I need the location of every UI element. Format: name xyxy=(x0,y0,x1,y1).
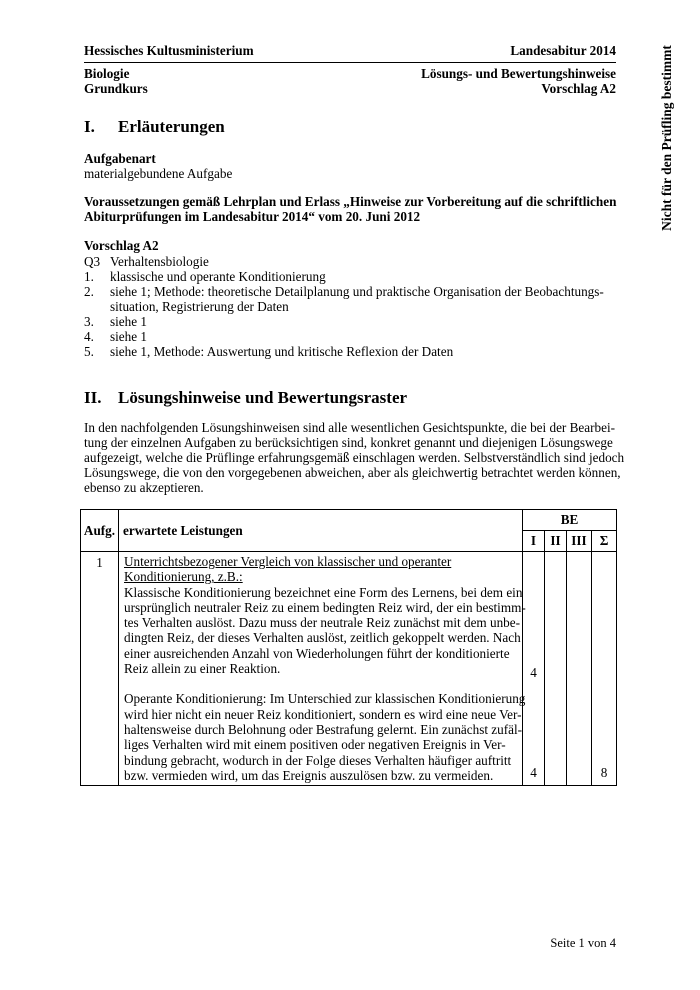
intro-line: Lösungswege, die von den vorgegebenen abweichen, aber als gleichwertig betrachtet werden können, xyxy=(84,465,621,480)
list-item-text: siehe 1 xyxy=(110,329,147,344)
intro-line: ebenso zu akzeptieren. xyxy=(84,480,204,495)
paragraph-spacer xyxy=(124,676,518,691)
be-level-i-cell xyxy=(523,552,545,786)
col-header-level-ii: II xyxy=(545,531,567,552)
proposal-label: Vorschlag A2 xyxy=(84,238,159,253)
expected-heading-line: Unterrichtsbezogener Vergleich von klassischer und operanter xyxy=(124,554,452,569)
header-doc-type: Lösungs- und Bewertungshinweise xyxy=(421,66,616,81)
list-item xyxy=(84,344,624,359)
col-header-expected: erwartete Leistungen xyxy=(119,510,523,552)
expected-line: bindung gebracht, wodurch in der Folge dieses Verhalten häufiger auftritt xyxy=(124,752,512,768)
list-item xyxy=(84,314,624,329)
list-item-text: siehe 1 xyxy=(110,314,147,329)
be-level-ii-cell xyxy=(545,552,567,786)
be-sum-value: 8 xyxy=(600,765,608,780)
expected-line: haltensweise durch Belohnung oder Bestrafung gelernt. Ein zunächst zufäl- xyxy=(124,721,523,737)
expected-line: tes Verhalten auslöst. Dazu muss der neutrale Reiz zunächst mit dem unbe- xyxy=(124,615,520,631)
section2-title: Lösungshinweise und Bewertungsraster xyxy=(118,388,408,407)
list-item-text: situation, Registrierung der Daten xyxy=(110,299,289,314)
prerequisites-line: Abiturprüfungen im Landesabitur 2014“ vom 20. Juni 2012 xyxy=(84,209,421,224)
list-item-text: klassische und operante Konditionierung xyxy=(110,269,326,284)
header-ministry: Hessisches Kultusministerium xyxy=(84,43,254,58)
col-header-level-i: I xyxy=(523,531,545,552)
intro-line: tung der einzelnen Aufgaben zu berücksichtigen sind, konkret genannt und diejenigen Lösungswege xyxy=(84,435,613,450)
list-item xyxy=(84,254,624,269)
expected-line: liges Verhalten wird mit einem positiven oder negativen Ereignis in Ver- xyxy=(124,737,506,753)
be-level-i-value: 4 xyxy=(530,765,537,780)
be-sum-cell xyxy=(592,552,617,786)
prerequisites-line: Voraussetzungen gemäß Lehrplan und Erlass „Hinweise zur Vorbereitung auf die schriftlichen xyxy=(84,194,617,209)
list-item xyxy=(84,329,624,344)
col-header-sum: Σ xyxy=(592,531,617,552)
row-expected-content xyxy=(119,552,526,786)
expected-line: ursprünglich neutraler Reiz zu einem bedingten Reiz wird, der ein bestimm- xyxy=(124,599,526,615)
list-item-number: Q3 xyxy=(84,254,101,269)
expected-line: Klassische Konditionierung bezeichnet eine Form des Lernens, bei dem ein xyxy=(124,584,523,600)
section1-title: Erläuterungen xyxy=(118,117,225,136)
section1-heading xyxy=(84,117,225,137)
intro-line: In den nachfolgenden Lösungshinweisen sind alle wesentlichen Gesichtspunkte, die bei der Bearbei- xyxy=(84,420,616,435)
expected-line: Operante Konditionierung: Im Unterschied zur klassischen Konditionierung xyxy=(124,691,526,707)
intro-line: aufgezeigt, welche die Prüflinge erfahrungsgemäß einschlagen werden. Selbstverständlich sind jedoch xyxy=(84,450,625,465)
side-note xyxy=(654,30,680,245)
col-header-be: BE xyxy=(523,510,617,531)
section2-number: II. xyxy=(84,388,102,407)
section1-number: I. xyxy=(84,117,95,136)
list-item-continuation xyxy=(84,299,624,314)
expected-line: bzw. vermieden wird, um das Ereignis auszulösen bzw. zu vermeiden. xyxy=(124,767,494,783)
list-item-number: 1. xyxy=(84,269,94,284)
header-rule xyxy=(84,62,616,63)
page-number: Seite 1 von 4 xyxy=(550,936,616,950)
list-item-number: 4. xyxy=(84,329,94,344)
list-item-number: 2. xyxy=(84,284,94,299)
task-type-label: Aufgabenart xyxy=(84,151,156,166)
side-note-text: Nicht für den Prüfling bestimmt xyxy=(659,44,674,231)
expected-line: einer ausreichenden Anzahl von Wiederholungen führt der konditionierte xyxy=(124,645,510,661)
list-item-text: siehe 1; Methode: theoretische Detailplanung und praktische Organisation der Beobachtungs- xyxy=(110,284,604,299)
section2-heading xyxy=(84,388,407,408)
col-header-level-iii: III xyxy=(567,531,592,552)
section2-intro xyxy=(84,420,625,495)
list-item-text: Verhaltensbiologie xyxy=(110,254,209,269)
list-item-number: 5. xyxy=(84,344,94,359)
be-level-iii-cell xyxy=(567,552,592,786)
table-row xyxy=(81,552,617,786)
list-item-number: 3. xyxy=(84,314,94,329)
be-level-i-value: 4 xyxy=(530,665,537,680)
list-item-text: siehe 1, Methode: Auswertung und kritische Reflexion der Daten xyxy=(110,344,454,359)
header-exam: Landesabitur 2014 xyxy=(510,43,616,58)
header-subject: Biologie xyxy=(84,66,130,81)
row-task-number: 1 xyxy=(81,552,119,786)
task-type-value: materialgebundene Aufgabe xyxy=(84,166,233,181)
expected-line: Reiz allein zu einer Reaktion. xyxy=(124,661,281,677)
assessment-table xyxy=(80,509,617,786)
header-proposal: Vorschlag A2 xyxy=(541,81,616,96)
header-course: Grundkurs xyxy=(84,81,148,96)
topic-list xyxy=(84,254,624,359)
list-item xyxy=(84,269,624,284)
col-header-task: Aufg. xyxy=(81,510,119,552)
prerequisites xyxy=(84,194,616,224)
expected-line: wird hier nicht ein neuer Reiz konditioniert, sondern es wird eine neue Ver- xyxy=(124,706,522,722)
list-item xyxy=(84,284,624,299)
expected-heading-line: Konditionierung, z.B.: xyxy=(124,569,243,585)
expected-line: dingten Reiz, der dieses Verhalten auslöst, zeitlich gekoppelt werden. Nach xyxy=(124,630,521,646)
